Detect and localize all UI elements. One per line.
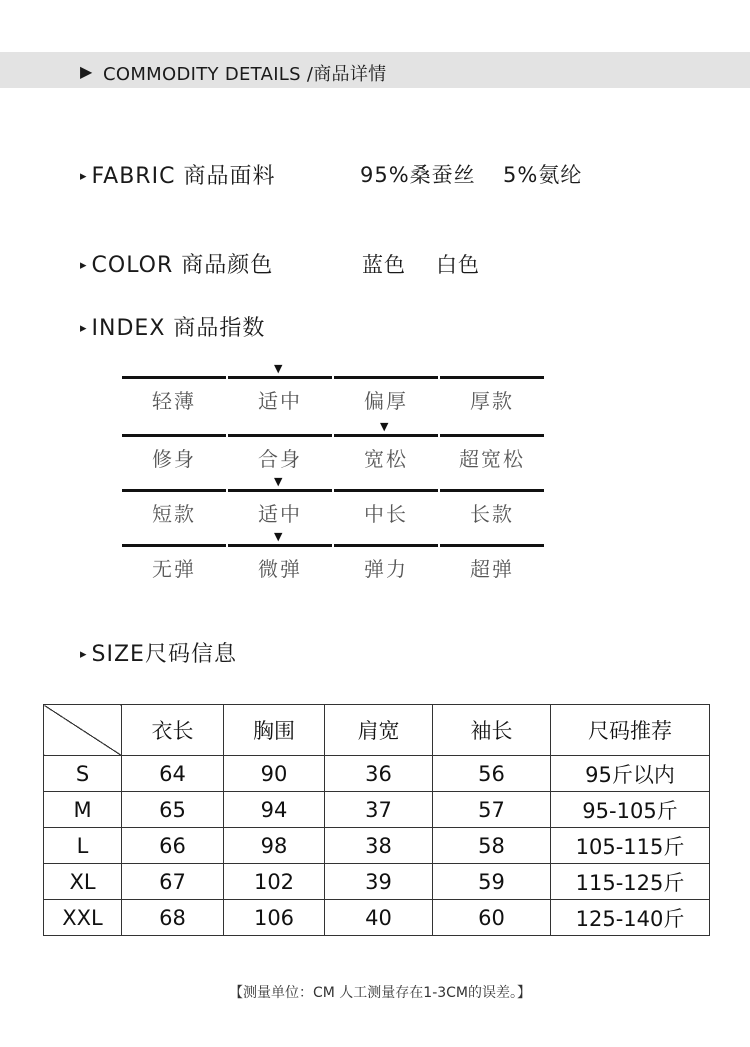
index-cell — [440, 434, 544, 474]
index-scale-bar — [440, 489, 544, 492]
size-table-row — [44, 900, 710, 936]
index-scale-bar — [122, 376, 226, 379]
index-scale-bar — [334, 544, 438, 547]
index-scale-bar — [228, 376, 332, 379]
index-cell — [122, 434, 226, 474]
play-triangle-icon: ▶ — [80, 62, 93, 81]
index-scale-bar — [334, 434, 438, 437]
triangle-bullet-icon: ▸ — [80, 647, 88, 662]
index-option-label: 适中 — [258, 389, 302, 413]
size-value-cell: 58 — [433, 828, 551, 864]
index-row — [122, 420, 544, 474]
section-header-band — [0, 52, 750, 88]
index-option-label: 合身 — [258, 447, 302, 471]
index-option-label: 轻薄 — [152, 389, 196, 413]
selected-marker-icon: ▼ — [274, 475, 283, 488]
size-value-cell: 67 — [122, 864, 224, 900]
measurement-note: 【测量单位：CM 人工测量存在1-3CM的误差。】 — [228, 985, 532, 1001]
size-name-cell: XXL — [44, 900, 122, 936]
size-name-cell: XL — [44, 864, 122, 900]
selected-marker-icon: ▼ — [274, 530, 283, 543]
size-value-cell: 95斤以内 — [551, 756, 710, 792]
index-option-label: 弹力 — [364, 557, 408, 581]
index-scale-bar — [122, 544, 226, 547]
index-scale-bar — [228, 489, 332, 492]
index-option-label: 偏厚 — [364, 389, 408, 413]
size-name-cell: M — [44, 792, 122, 828]
header-cell: 尺码推荐 — [551, 705, 710, 756]
index-option-label: 修身 — [152, 447, 196, 471]
index-cell — [334, 420, 438, 474]
header-cell: 肩宽 — [325, 705, 433, 756]
index-option-label: 中长 — [364, 502, 408, 526]
size-value-cell: 106 — [224, 900, 325, 936]
size-value-cell: 65 — [122, 792, 224, 828]
index-option-label: 宽松 — [364, 447, 408, 471]
fabric-label: ▸ FABRIC 商品面料 — [80, 164, 276, 189]
size-table-row — [44, 756, 710, 792]
index-cell — [334, 376, 438, 416]
index-cell — [440, 544, 544, 584]
index-option-label: 微弹 — [258, 557, 302, 581]
size-name-cell: L — [44, 828, 122, 864]
header-cell: 胸围 — [224, 705, 325, 756]
size-value-cell: 38 — [325, 828, 433, 864]
index-scale-bar — [228, 544, 332, 547]
size-value-cell: 40 — [325, 900, 433, 936]
triangle-bullet-icon: ▸ — [80, 169, 88, 184]
index-option-label: 长款 — [470, 502, 514, 526]
selected-marker-icon: ▼ — [380, 420, 389, 433]
index-cell — [228, 434, 332, 474]
size-value-cell: 115-125斤 — [551, 864, 710, 900]
index-cell — [334, 544, 438, 584]
index-cell — [228, 530, 332, 584]
size-value-cell: 68 — [122, 900, 224, 936]
index-cell — [122, 376, 226, 416]
index-option-label: 短款 — [152, 502, 196, 526]
section-header-title: COMMODITY DETAILS /商品详情 — [103, 64, 387, 85]
color-label: ▸ COLOR 商品颜色 — [80, 253, 274, 278]
size-value-cell: 60 — [433, 900, 551, 936]
size-value-cell: 36 — [325, 756, 433, 792]
index-row — [122, 475, 544, 529]
index-row — [122, 362, 544, 416]
size-value-cell: 125-140斤 — [551, 900, 710, 936]
size-value-cell: 66 — [122, 828, 224, 864]
triangle-bullet-icon: ▸ — [80, 321, 88, 336]
index-cell — [228, 362, 332, 416]
size-table-row — [44, 828, 710, 864]
size-value-cell: 59 — [433, 864, 551, 900]
selected-marker-icon: ▼ — [274, 362, 283, 375]
index-cell — [334, 489, 438, 529]
index-row — [122, 530, 544, 584]
index-cell — [440, 376, 544, 416]
index-scale-bar — [122, 489, 226, 492]
fabric-value-silk: 95%桑蚕丝 — [360, 163, 476, 187]
index-scale-bar — [122, 434, 226, 437]
size-value-cell: 94 — [224, 792, 325, 828]
size-value-cell: 39 — [325, 864, 433, 900]
size-name-cell: S — [44, 756, 122, 792]
header-cell: 衣长 — [122, 705, 224, 756]
size-value-cell: 64 — [122, 756, 224, 792]
index-scale-bar — [440, 376, 544, 379]
fabric-value-spandex: 5%氨纶 — [503, 163, 583, 187]
index-cell — [440, 489, 544, 529]
index-option-label: 适中 — [258, 502, 302, 526]
index-scale-bar — [228, 434, 332, 437]
index-option-label: 超弹 — [470, 557, 514, 581]
size-value-cell: 37 — [325, 792, 433, 828]
size-table-row — [44, 864, 710, 900]
index-scale-bar — [440, 544, 544, 547]
triangle-bullet-icon: ▸ — [80, 258, 88, 273]
size-value-cell: 56 — [433, 756, 551, 792]
size-value-cell: 57 — [433, 792, 551, 828]
size-table-header-row — [44, 705, 710, 756]
index-scale-bar — [334, 376, 438, 379]
size-table — [43, 704, 710, 936]
size-label: ▸ SIZE尺码信息 — [80, 642, 237, 667]
index-scale-bar — [334, 489, 438, 492]
size-table-row — [44, 792, 710, 828]
index-scale-bar — [440, 434, 544, 437]
index-option-label: 厚款 — [470, 389, 514, 413]
index-label: ▸ INDEX 商品指数 — [80, 316, 266, 341]
index-option-label: 无弹 — [152, 557, 196, 581]
size-value-cell: 90 — [224, 756, 325, 792]
color-value-blue: 蓝色 — [362, 253, 406, 277]
size-value-cell: 98 — [224, 828, 325, 864]
index-option-label: 超宽松 — [459, 447, 525, 471]
color-value-white: 白色 — [436, 253, 480, 277]
size-value-cell: 105-115斤 — [551, 828, 710, 864]
index-cell — [122, 489, 226, 529]
index-cell — [122, 544, 226, 584]
size-value-cell: 102 — [224, 864, 325, 900]
diagonal-corner-cell — [44, 705, 122, 756]
size-value-cell: 95-105斤 — [551, 792, 710, 828]
index-cell — [228, 475, 332, 529]
header-cell: 袖长 — [433, 705, 551, 756]
